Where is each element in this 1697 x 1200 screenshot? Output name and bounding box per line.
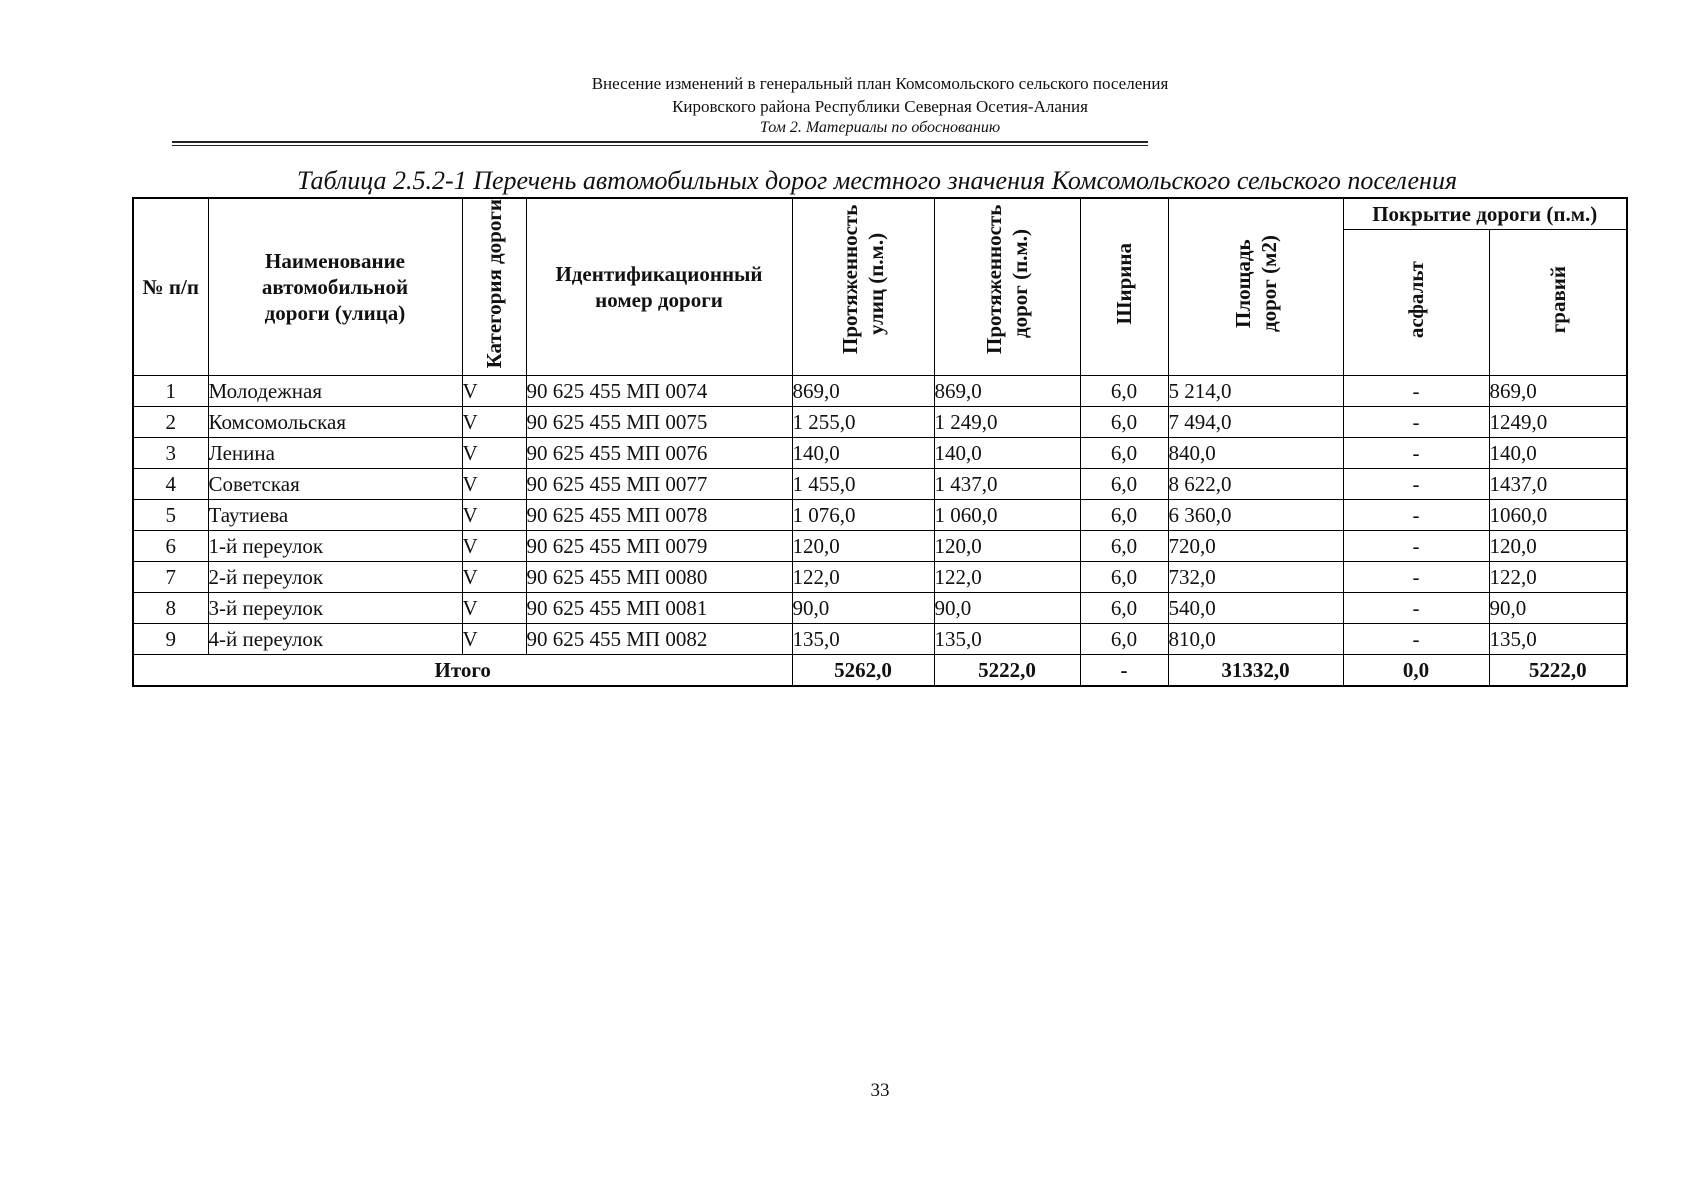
row-num: 1 <box>133 376 208 407</box>
row-area: 8 622,0 <box>1168 469 1343 500</box>
row-name: 4-й переулок <box>208 624 462 655</box>
row-area: 840,0 <box>1168 438 1343 469</box>
page-number: 33 <box>870 1080 890 1101</box>
row-road-length: 135,0 <box>934 624 1080 655</box>
row-num: 8 <box>133 593 208 624</box>
roads-table <box>132 197 1628 687</box>
row-asphalt: - <box>1343 624 1489 655</box>
table-row <box>133 376 1627 407</box>
row-area: 810,0 <box>1168 624 1343 655</box>
row-width: 6,0 <box>1080 624 1168 655</box>
row-id: 90 625 455 МП 0082 <box>526 624 792 655</box>
total-width: - <box>1080 655 1168 687</box>
row-name: 1-й переулок <box>208 531 462 562</box>
row-id: 90 625 455 МП 0076 <box>526 438 792 469</box>
row-gravel: 135,0 <box>1489 624 1627 655</box>
row-gravel: 1249,0 <box>1489 407 1627 438</box>
table-row <box>133 593 1627 624</box>
row-area: 6 360,0 <box>1168 500 1343 531</box>
row-category: V <box>462 469 526 500</box>
total-gravel: 5222,0 <box>1489 655 1627 687</box>
row-num: 6 <box>133 531 208 562</box>
row-name: Советская <box>208 469 462 500</box>
table-row <box>133 407 1627 438</box>
table-row <box>133 624 1627 655</box>
table-body <box>133 376 1627 655</box>
row-id: 90 625 455 МП 0079 <box>526 531 792 562</box>
header-id: Идентификационный номер дороги <box>526 198 792 376</box>
header-width <box>1080 198 1168 376</box>
header-rule-thin <box>172 145 1148 146</box>
row-name: Молодежная <box>208 376 462 407</box>
row-category: V <box>462 531 526 562</box>
row-asphalt: - <box>1343 593 1489 624</box>
row-width: 6,0 <box>1080 593 1168 624</box>
total-label: Итого <box>133 655 792 687</box>
row-category: V <box>462 593 526 624</box>
row-road-length: 120,0 <box>934 531 1080 562</box>
row-asphalt: - <box>1343 438 1489 469</box>
total-street-length: 5262,0 <box>792 655 934 687</box>
row-gravel: 869,0 <box>1489 376 1627 407</box>
row-id: 90 625 455 МП 0081 <box>526 593 792 624</box>
row-asphalt: - <box>1343 376 1489 407</box>
header-area <box>1168 198 1343 376</box>
row-street-length: 1 255,0 <box>792 407 934 438</box>
row-id: 90 625 455 МП 0080 <box>526 562 792 593</box>
row-gravel: 1060,0 <box>1489 500 1627 531</box>
row-category: V <box>462 407 526 438</box>
row-street-length: 140,0 <box>792 438 934 469</box>
row-street-length: 120,0 <box>792 531 934 562</box>
row-name: Таутиева <box>208 500 462 531</box>
row-num: 9 <box>133 624 208 655</box>
table-caption: Таблица 2.5.2-1 Перечень автомобильных дорог местного значения Комсомольского сельского поселения <box>296 166 1458 195</box>
row-gravel: 140,0 <box>1489 438 1627 469</box>
row-num: 2 <box>133 407 208 438</box>
row-road-length: 1 437,0 <box>934 469 1080 500</box>
header-category-text: Категория дороги <box>482 199 506 369</box>
row-width: 6,0 <box>1080 531 1168 562</box>
row-id: 90 625 455 МП 0078 <box>526 500 792 531</box>
row-road-length: 90,0 <box>934 593 1080 624</box>
row-id: 90 625 455 МП 0074 <box>526 376 792 407</box>
row-num: 3 <box>133 438 208 469</box>
row-id: 90 625 455 МП 0077 <box>526 469 792 500</box>
header-volume: Том 2. Материалы по обоснованию <box>759 119 1001 136</box>
header-asphalt-text: асфальт <box>1404 260 1428 339</box>
header-asphalt <box>1343 230 1489 376</box>
row-road-length: 869,0 <box>934 376 1080 407</box>
header-title-line1: Внесение изменений в генеральный план Комсомольского сельского поселения <box>591 74 1169 93</box>
table-row <box>133 500 1627 531</box>
header-street-length-text: Протяженность улиц (п.м.) <box>838 204 888 354</box>
row-street-length: 122,0 <box>792 562 934 593</box>
row-gravel: 1437,0 <box>1489 469 1627 500</box>
row-street-length: 1 076,0 <box>792 500 934 531</box>
row-asphalt: - <box>1343 531 1489 562</box>
row-width: 6,0 <box>1080 438 1168 469</box>
row-area: 7 494,0 <box>1168 407 1343 438</box>
header-rule-thick <box>172 141 1148 143</box>
row-street-length: 1 455,0 <box>792 469 934 500</box>
row-width: 6,0 <box>1080 469 1168 500</box>
row-gravel: 120,0 <box>1489 531 1627 562</box>
row-gravel: 90,0 <box>1489 593 1627 624</box>
row-width: 6,0 <box>1080 500 1168 531</box>
header-name: Наименование автомобильной дороги (улица) <box>208 198 462 376</box>
row-name: Ленина <box>208 438 462 469</box>
row-street-length: 90,0 <box>792 593 934 624</box>
header-num: № п/п <box>133 198 208 376</box>
row-category: V <box>462 438 526 469</box>
row-gravel: 122,0 <box>1489 562 1627 593</box>
header-road-length <box>934 198 1080 376</box>
row-asphalt: - <box>1343 562 1489 593</box>
table-row <box>133 438 1627 469</box>
row-name: 2-й переулок <box>208 562 462 593</box>
row-street-length: 869,0 <box>792 376 934 407</box>
header-cover: Покрытие дороги (п.м.) <box>1343 198 1627 230</box>
row-street-length: 135,0 <box>792 624 934 655</box>
total-asphalt: 0,0 <box>1343 655 1489 687</box>
row-name: Комсомольская <box>208 407 462 438</box>
header-street-length <box>792 198 934 376</box>
table-row <box>133 562 1627 593</box>
total-area: 31332,0 <box>1168 655 1343 687</box>
row-category: V <box>462 562 526 593</box>
header-gravel-text: гравий <box>1545 265 1570 334</box>
row-asphalt: - <box>1343 469 1489 500</box>
row-asphalt: - <box>1343 500 1489 531</box>
row-num: 5 <box>133 500 208 531</box>
row-width: 6,0 <box>1080 562 1168 593</box>
table-row <box>133 531 1627 562</box>
row-num: 7 <box>133 562 208 593</box>
row-area: 540,0 <box>1168 593 1343 624</box>
total-road-length: 5222,0 <box>934 655 1080 687</box>
header-title-line2: Кировского района Республики Северная Осетия-Алания <box>672 97 1088 116</box>
row-id: 90 625 455 МП 0075 <box>526 407 792 438</box>
row-category: V <box>462 376 526 407</box>
row-road-length: 122,0 <box>934 562 1080 593</box>
header-area-text: Площадь дорог (м2) <box>1230 235 1281 333</box>
row-num: 4 <box>133 469 208 500</box>
row-name: 3-й переулок <box>208 593 462 624</box>
document-header <box>170 72 1590 138</box>
total-row <box>133 655 1627 687</box>
row-area: 5 214,0 <box>1168 376 1343 407</box>
row-width: 6,0 <box>1080 376 1168 407</box>
row-area: 732,0 <box>1168 562 1343 593</box>
row-category: V <box>462 500 526 531</box>
row-road-length: 1 060,0 <box>934 500 1080 531</box>
row-asphalt: - <box>1343 407 1489 438</box>
row-width: 6,0 <box>1080 407 1168 438</box>
header-gravel <box>1489 230 1627 376</box>
header-width-text: Ширина <box>1112 243 1136 325</box>
row-road-length: 1 249,0 <box>934 407 1080 438</box>
row-category: V <box>462 624 526 655</box>
row-area: 720,0 <box>1168 531 1343 562</box>
row-road-length: 140,0 <box>934 438 1080 469</box>
table-row <box>133 469 1627 500</box>
header-road-length-text: Протяженность дорог (п.м.) <box>982 204 1032 354</box>
header-category <box>462 198 526 376</box>
